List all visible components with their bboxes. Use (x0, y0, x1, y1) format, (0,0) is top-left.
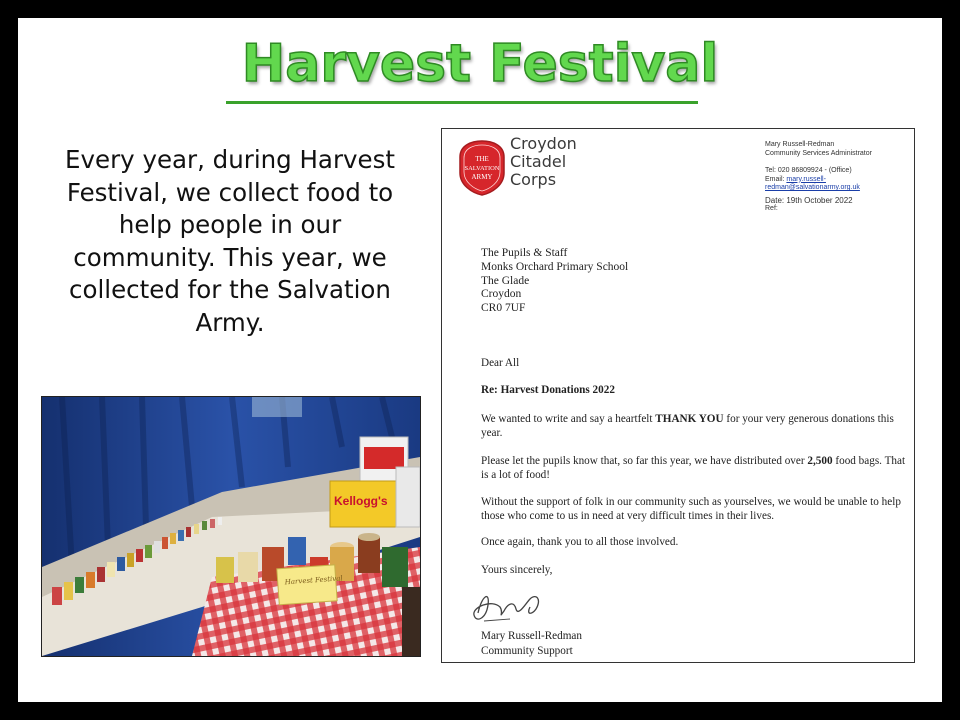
title-underline (226, 101, 698, 104)
salvation-army-letter (441, 128, 915, 663)
intro-line: collected for the Salvation (69, 275, 391, 304)
paragraph-once-again: Once again, thank you to all those involved. (481, 536, 679, 548)
signatory-role: Community Support (481, 645, 573, 657)
sender-tel: Tel: 020 86809924 - (Office) (765, 167, 852, 174)
re-line: Re: Harvest Donations 2022 (481, 384, 615, 396)
letter-date: Date: 19th October 2022 (765, 195, 853, 205)
letter-ref: Ref: (765, 205, 778, 212)
svg-text:THE: THE (475, 155, 489, 163)
paragraph-thanks: We wanted to write and say a heartfelt THANK YOU for your very generous donations this year. (481, 413, 894, 439)
svg-text:ARMY: ARMY (471, 173, 493, 181)
salvation-army-logo-icon (456, 139, 508, 197)
box-label: Kellogg's (334, 494, 388, 508)
intro-line: Festival, we collect food to (66, 177, 394, 207)
sender-details: Mary Russell-Redman Community Services Administrator Tel: 020 86809924 - (Office) Email: mary.russell- redman@salvationarmy.org.uk Date: 19th October 2022 Ref: (765, 141, 910, 214)
email-link[interactable]: mary.russell- (786, 175, 826, 183)
intro-line: Every year, during Harvest (65, 145, 395, 174)
note-card-text: Harvest Festival (284, 574, 343, 587)
intro-line: help people in our (118, 210, 342, 239)
salutation: Dear All (481, 357, 520, 369)
recipient-address: The Pupils & Staff Monks Orchard Primary School The Glade Croydon CR0 7UF (481, 247, 629, 315)
signature (470, 585, 550, 627)
sender-role: Community Services Administrator (765, 149, 872, 157)
intro-line: community. This year, we (73, 242, 387, 272)
svg-text:SALVATION: SALVATION (464, 165, 500, 172)
intro-text (42, 144, 418, 339)
page-title: Harvest Festival (241, 34, 719, 94)
signatory-name: Mary Russell-Redman (481, 630, 582, 642)
sender-name: Mary Russell-Redman (765, 141, 835, 148)
intro-line: Army. (195, 307, 265, 337)
email-link-continued[interactable]: redman@salvationarmy.org.uk (765, 184, 860, 191)
food-donations-photo (41, 396, 421, 657)
paragraph-food-bags: Please let the pupils know that, so far this year, we have distributed over 2,500 food bags. That is a lot of food! (481, 455, 906, 481)
closing: Yours sincerely, (481, 564, 553, 576)
organisation-name: Croydon Citadel Corps (510, 134, 577, 189)
paragraph-support: Without the support of folk in our community such as yourselves, we would be unable to help those who come to us in need at very difficult times in their lives. (481, 496, 901, 522)
